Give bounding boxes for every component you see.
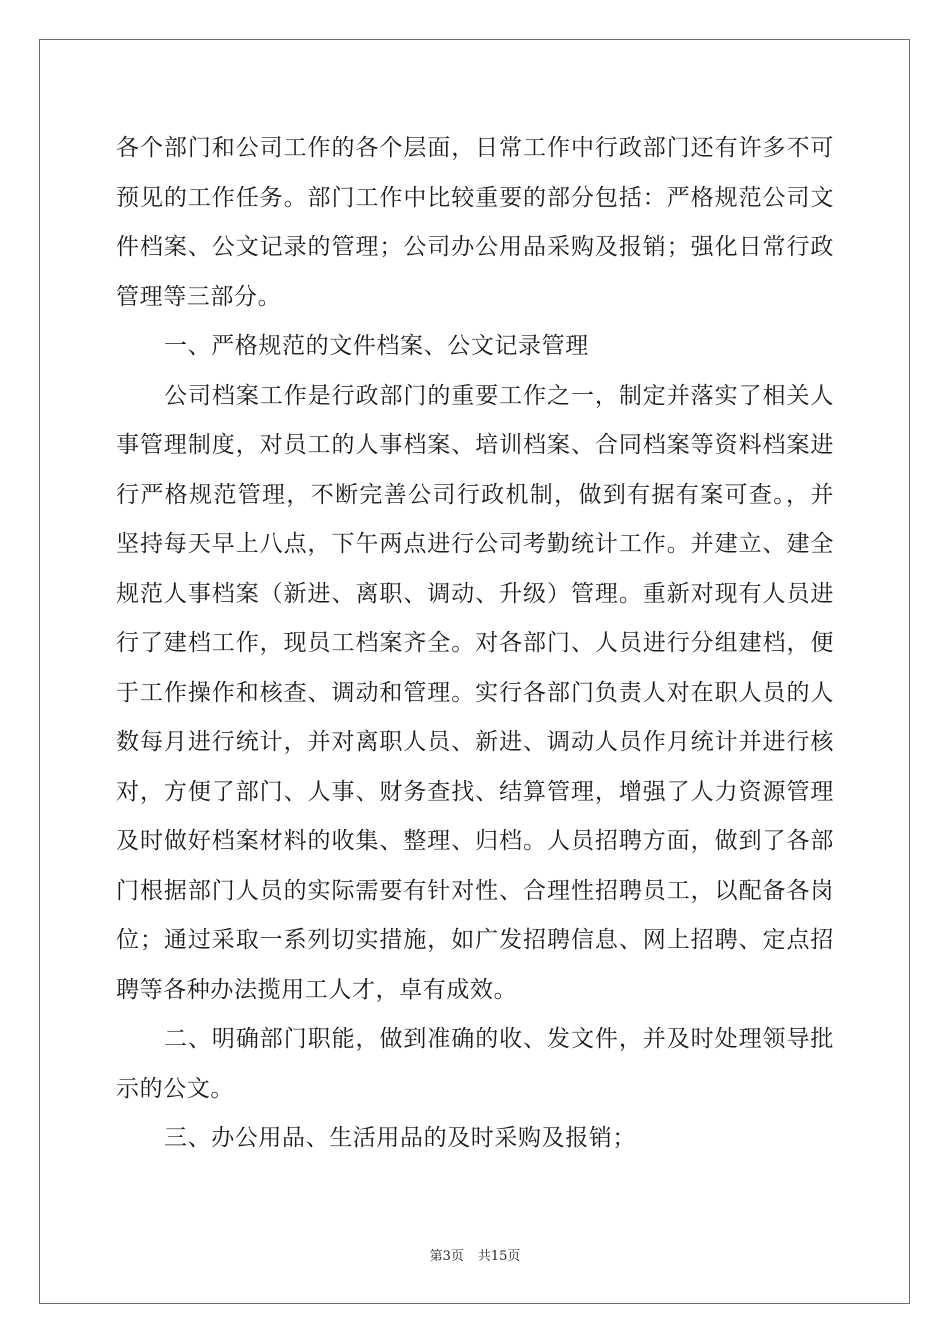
document-body — [116, 124, 834, 1164]
paragraph-archive-management: 公司档案工作是行政部门的重要工作之一，制定并落实了相关人事管理制度，对员工的人事档案、培训档案、合同档案等资料档案进行严格规范管理，不断完善公司行政机制，做到有据有案可查。，并坚持每天早上八点，下午两点进行公司考勤统计工作。并建立、建全规范人事档案（新进、离职、调动、升级）管理。重新对现有人员进行了建档工作，现员工档案齐全。对各部门、人员进行分组建档，便于工作操作和核查、调动和管理。实行各部门负责人对在职人员的人数每月进行统计，并对离职人员、新进、调动人员作月统计并进行核对，方便了部门、人事、财务查找、结算管理，增强了人力资源管理及时做好档案材料的收集、整理、归档。人员招聘方面，做到了各部门根据部门人员的实际需要有针对性、合理性招聘员工，以配备各岗位；通过采取一系列切实措施，如广发招聘信息、网上招聘、定点招聘等各种办法揽用工人才，卓有成效。 — [116, 382, 834, 1003]
page-total: 共15页 — [477, 1249, 521, 1264]
section-heading-2: 二、明确部门职能，做到准确的收、发文件，并及时处理领导批示的公文。 — [116, 1026, 834, 1102]
page-number: 第3页 — [429, 1249, 464, 1264]
paragraph-intro: 各个部门和公司工作的各个层面，日常工作中行政部门还有许多不可预见的工作任务。部门工作中比较重要的部分包括：严格规范公司文件档案、公文记录的管理；公司办公用品采购及报销；强化日常行政管理等三部分。 — [116, 135, 834, 310]
page-footer — [0, 1245, 950, 1264]
section-heading-1: 一、严格规范的文件档案、公文记录管理 — [164, 333, 589, 359]
section-heading-3: 三、办公用品、生活用品的及时采购及报销； — [164, 1125, 636, 1151]
